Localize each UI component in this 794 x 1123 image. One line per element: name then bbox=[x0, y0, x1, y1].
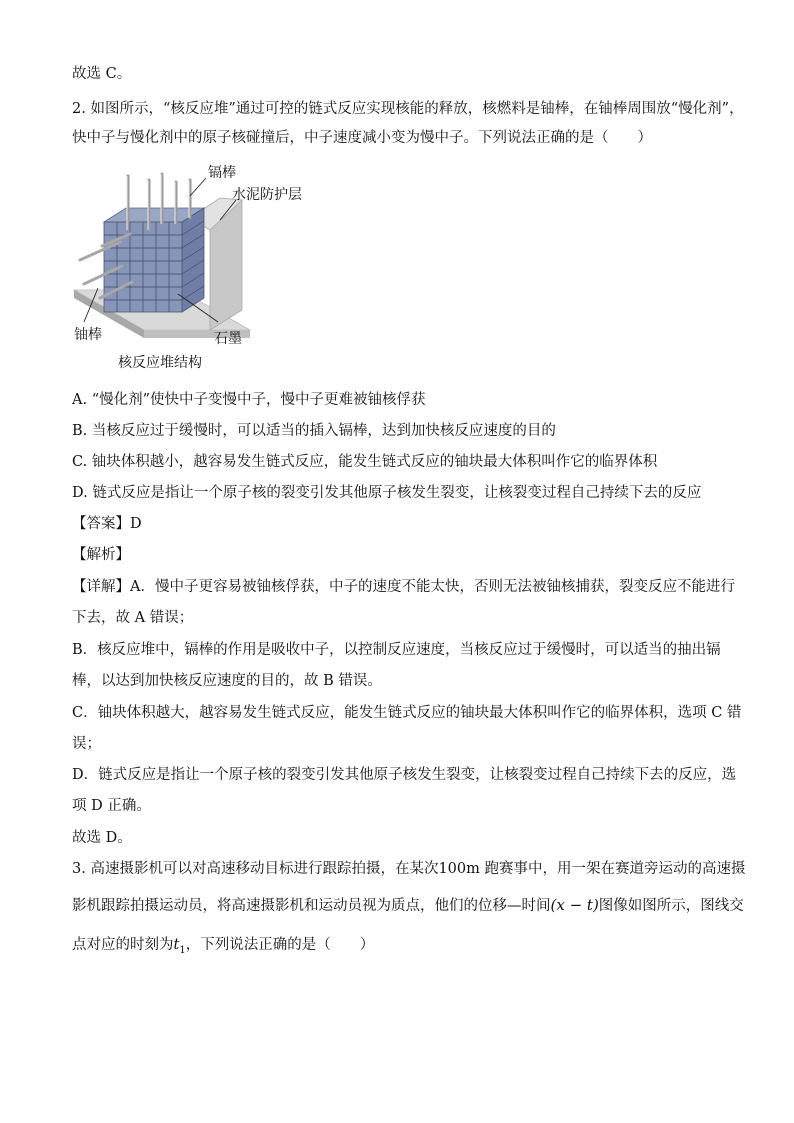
q2-detail-line-4: 棒，以达到加快核反应速度的目的，故 B 错误。 bbox=[72, 673, 382, 689]
q3-xt-formula: (x − t) bbox=[550, 896, 599, 914]
q2-stem-line-1: 2. 如图所示，“核反应堆”通过可控的链式反应实现核能的释放，核燃料是铀棒，在铀棒周围放“慢化剂”， bbox=[72, 101, 744, 117]
q3-stem-line-2 bbox=[72, 895, 744, 916]
q2-analysis-title: 【解析】 bbox=[72, 547, 130, 563]
q3-stem-line-3 bbox=[72, 935, 374, 961]
q2-stem-line-2: 快中子与慢化剂中的原子核碰撞后，中子速度减小变为慢中子。下列说法正确的是（ ） bbox=[72, 130, 652, 146]
q2-option-c: C. 铀块体积越小，越容易发生链式反应，能发生链式反应的铀块最大体积叫作它的临界体积 bbox=[72, 454, 658, 470]
q2-detail-line-7: D．链式反应是指让一个原子核的裂变引发其他原子核发生裂变，让核裂变过程自己持续下去的反应，选 bbox=[72, 767, 737, 783]
q3-time-variable: t bbox=[173, 937, 180, 953]
label-uranium-rod: 铀棒 bbox=[74, 327, 102, 343]
reactor-figure bbox=[70, 160, 330, 380]
q2-detail-line-2: 下去，故 A 错误； bbox=[72, 610, 194, 626]
graphite-block bbox=[104, 208, 204, 312]
q3-time-subscript: 1 bbox=[179, 944, 186, 956]
label-cement-layer: 水泥防护层 bbox=[232, 187, 302, 203]
q3-line3-post: ，下列说法正确的是（ ） bbox=[185, 937, 375, 953]
figure-caption: 核反应堆结构 bbox=[118, 355, 202, 371]
q2-option-a: A. “慢化剂”使快中子变慢中子，慢中子更难被铀核俘获 bbox=[72, 392, 426, 408]
q3-line2-pre: 影机跟踪拍摄运动员，将高速摄影机和运动员视为质点，他们的位移—时间 bbox=[72, 898, 551, 914]
q2-option-b: B. 当核反应过于缓慢时，可以适当的插入镉棒，达到加快核反应速度的目的 bbox=[72, 423, 556, 439]
q3-stem-line-1: 3. 高速摄影机可以对高速移动目标进行跟踪拍摄，在某次100m 跑赛事中，用一架在赛道旁运动的高速摄 bbox=[72, 861, 746, 877]
q2-detail-line-1: 【详解】A．慢中子更容易被铀核俘获，中子的速度不能太快，否则无法被铀核捕获，裂变反应不能进行 bbox=[72, 579, 735, 595]
q2-option-d: D. 链式反应是指让一个原子核的裂变引发其他原子核发生裂变，让核裂变过程自己持续下去的反应 bbox=[72, 485, 702, 501]
q3-line3-pre: 点对应的时刻为 bbox=[72, 937, 174, 953]
q3-line2-post: 图像如图所示，图线交 bbox=[598, 898, 744, 914]
label-graphite: 石墨 bbox=[214, 331, 242, 347]
q2-conclusion: 故选 D。 bbox=[72, 830, 132, 846]
previous-conclusion: 故选 C。 bbox=[72, 66, 132, 82]
q2-detail-line-6: 误； bbox=[72, 736, 101, 752]
q2-detail-line-3: B．核反应堆中，镉棒的作用是吸收中子，以控制反应速度，当核反应过于缓慢时，可以适当的抽出镉 bbox=[72, 642, 721, 658]
q2-detail-line-8: 项 D 正确。 bbox=[72, 798, 151, 814]
label-cadmium-rod: 镉棒 bbox=[208, 165, 236, 181]
q2-answer: 【答案】D bbox=[72, 516, 142, 532]
q2-detail-line-5: C．铀块体积越大，越容易发生链式反应，能发生链式反应的铀块最大体积叫作它的临界体积，选项 C 错 bbox=[72, 705, 742, 721]
